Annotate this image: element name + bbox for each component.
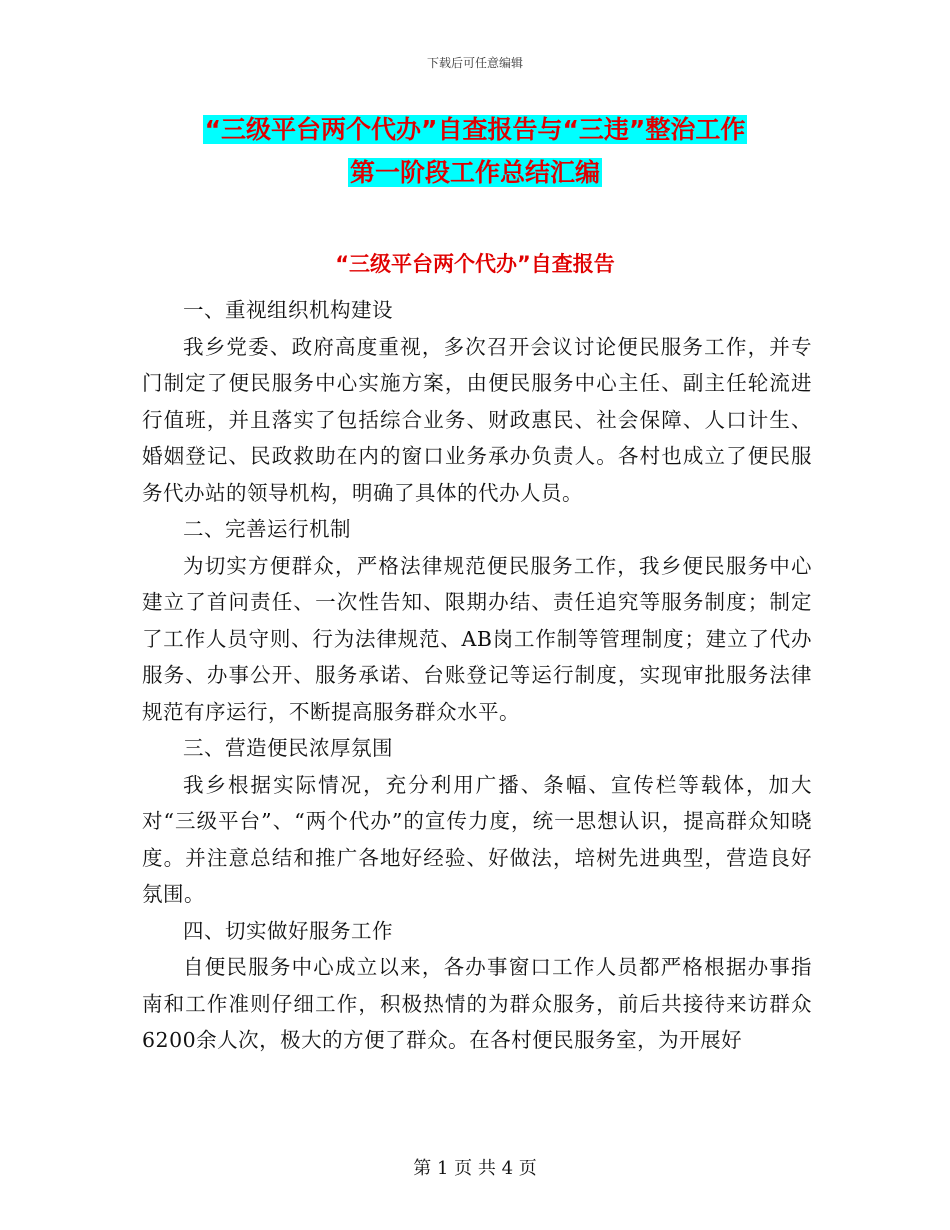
- document-title-line-1: [0, 113, 950, 147]
- document-title-line-2: [0, 156, 950, 190]
- heading-3: 三、营造便民浓厚氛围: [183, 736, 393, 760]
- heading-1: 一、重视组织机构建设: [183, 298, 393, 322]
- paragraph-1: 我乡党委、政府高度重视，多次召开会议讨论便民服务工作，并专门制定了便民服务中心实施方案，由便民服务中心主任、副主任轮流进行值班，并且落实了包括综合业务、财政惠民、社会保障、人口计生、婚姻登记、民政救助在内的窗口业务承办负责人。各村也成立了便民服务代办站的领导机构，明确了具体的代办人员。: [142, 334, 812, 505]
- document-title-line-1-text: “三级平台两个代办”自查报告与“三违”整治工作: [204, 115, 746, 144]
- page-number-footer: 第 1 页 共 4 页: [413, 1158, 537, 1179]
- header-note: 下载后可任意编辑: [426, 56, 523, 70]
- heading-2: 二、完善运行机制: [183, 517, 351, 541]
- paragraph-2: 为切实方便群众，严格法律规范便民服务工作，我乡便民服务中心建立了首问责任、一次性告知、限期办结、责任追究等服务制度；制定了工作人员守则、行为法律规范、AB岗工作制等管理制度；建立了代办服务、办事公开、服务承诺、台账登记等运行制度，实现审批服务法律规范有序运行，不断提高服务群众水平。: [142, 553, 812, 724]
- section-title: “三级平台两个代办”自查报告: [335, 252, 615, 276]
- document-title-line-2-text: 第一阶段工作总结汇编: [349, 158, 600, 187]
- heading-4: 四、切实做好服务工作: [183, 918, 393, 943]
- paragraph-3: 我乡根据实际情况，充分利用广播、条幅、宣传栏等载体，加大对“三级平台”、“两个代办”的宣传力度，统一思想认识，提高群众知晓度。并注意总结和推广各地好经验、好做法，培树先进典型，营造良好氛围。: [142, 772, 812, 906]
- paragraph-4: 自便民服务中心成立以来，各办事窗口工作人员都严格根据办事指南和工作准则仔细工作，积极热情的为群众服务，前后共接待来访群众6200余人次，极大的方便了群众。在各村便民服务室，为开展好: [142, 955, 812, 1052]
- document-body: [142, 292, 812, 1059]
